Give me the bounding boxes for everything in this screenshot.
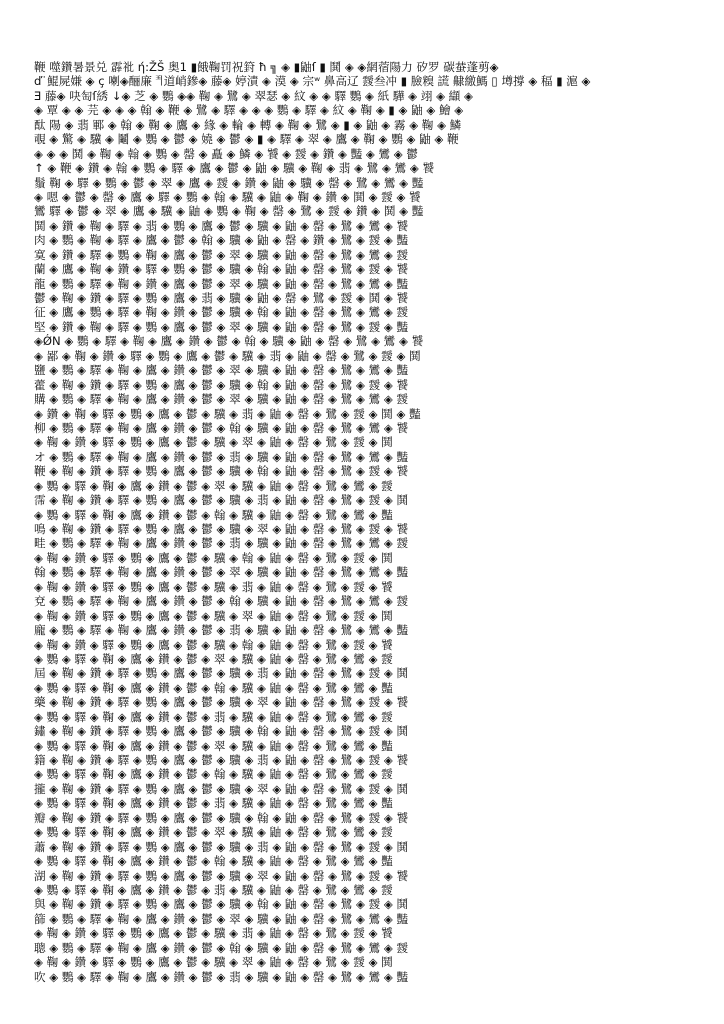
text-line: ◈ 鸚 ◈ 驛 ◈ 鞠 ◈ 鷹 ◈ 鑽 ◈ 鬱 ◈ 翠 ◈ 驥 ◈ 鼬 ◈ 罄 ◈ 鷺 ◈ 鸞 ◈ 豔: [34, 738, 393, 753]
text-line: ◈ 鞠 ◈ 鑽 ◈ 驛 ◈ 鸚 ◈ 鷹 ◈ 鬱 ◈ 驥 ◈ 翰 ◈ 鼬 ◈ 罄 ◈ 鷺 ◈ 靉 ◈ 饕: [34, 637, 393, 652]
text-line: 鹽 ◈ 鸚 ◈ 驛 ◈ 鞠 ◈ 鷹 ◈ 鑽 ◈ 鬱 ◈ 翠 ◈ 驥 ◈ 鼬 ◈ 罄 ◈ 鷺 ◈ 鸞 ◈ 豔: [34, 363, 409, 378]
text-line: 柳 ◈ 鸚 ◈ 驛 ◈ 鞠 ◈ 鷹 ◈ 鑽 ◈ 鬱 ◈ 翰 ◈ 驥 ◈ 鼬 ◈ 罄 ◈ 鷺 ◈ 鸞 ◈ 饕: [34, 420, 409, 435]
text-line: 鬚 鞠 ◈ 驛 ◈ 鸚 ◈ 鬱 ◈ 翠 ◈ 鷹 ◈ 靉 ◈ 鑽 ◈ 鼬 ◈ 驥 ◈ 罄 ◈ 鷺 ◈ 鸞 ◈ 豔: [34, 175, 424, 190]
text-line: ◈ ◈ ◈ 鬨 ◈ 鞠 ◈ 翰 ◈ 鸚 ◈ 罄 ◈ 矗 ◈ 鱗 ◈ 饕 ◈ 靉 ◈ 鑽 ◈ 豔 ◈ 鸞 ◈ 鬱: [34, 146, 418, 161]
text-line: 兗 ◈ 鸚 ◈ 驛 ◈ 鞠 ◈ 鷹 ◈ 鑽 ◈ 鬱 ◈ 翰 ◈ 驥 ◈ 鼬 ◈ 罄 ◈ 鷺 ◈ 鸞 ◈ 靉: [34, 594, 409, 609]
text-line: ◈ 鸚 ◈ 驛 ◈ 鞠 ◈ 鷹 ◈ 鑽 ◈ 鬱 ◈ 翠 ◈ 驥 ◈ 鼬 ◈ 罄 ◈ 鷺 ◈ 鸞 ◈ 靉: [34, 651, 393, 666]
text-line: ď˙鯤屍嫌 ◈ ç 喇◈酾廉𩰊道峭鏒◈ 藤◈ 婷漬 ◈ 漠 ◈ 宗ʷ 鼻高辽 靉叁冲 ▮ 臉糗 謊 齂繳鰢 ▯ 壿撐 ◈ 稫 ▮ 滬 ◈: [34, 74, 591, 89]
text-line: 籍 ◈ 鞠 ◈ 鑽 ◈ 驛 ◈ 鸚 ◈ 鷹 ◈ 鬱 ◈ 驥 ◈ 翡 ◈ 鼬 ◈ 罄 ◈ 鷺 ◈ 靉 ◈ 饕: [34, 753, 409, 767]
text-line: 鞭 ◈ 鞠 ◈ 鑽 ◈ 驛 ◈ 鸚 ◈ 鷹 ◈ 鬱 ◈ 驥 ◈ 翰 ◈ 鼬 ◈ 罄 ◈ 鷺 ◈ 靉 ◈ 饕: [34, 464, 409, 479]
text-line: ↑ ◈ 鞭 ◈ 鑽 ◈ 翰 ◈ 鸚 ◈ 驛 ◈ 鷹 ◈ 鬱 ◈ 鼬 ◈ 驥 ◈ 鞠 ◈ 翡 ◈ 鷺 ◈ 鸞 ◈ 饕: [34, 161, 435, 176]
text-line: ◈ 鞠 ◈ 鑽 ◈ 驛 ◈ 鸚 ◈ 鷹 ◈ 鬱 ◈ 驥 ◈ 翡 ◈ 鼬 ◈ 罄 ◈ 鷺 ◈ 靉 ◈ 饕: [34, 926, 393, 941]
text-line: 鸞 驛 ◈ 鬱 ◈ 翠 ◈ 鷹 ◈ 驥 ◈ 鼬 ◈ 鸚 ◈ 鞠 ◈ 罄 ◈ 鷺 ◈ 靉 ◈ 鑽 ◈ 鬨 ◈ 豔: [34, 204, 424, 219]
text-line: 寞 ◈ 鑽 ◈ 驛 ◈ 鸚 ◈ 鞠 ◈ 鷹 ◈ 鬱 ◈ 翠 ◈ 驥 ◈ 鼬 ◈ 罄 ◈ 鷺 ◈ 鸞 ◈ 靉: [34, 247, 409, 262]
text-line: 篩 ◈ 鸚 ◈ 驛 ◈ 鞠 ◈ 鷹 ◈ 鑽 ◈ 鬱 ◈ 翠 ◈ 驥 ◈ 鼬 ◈ 罄 ◈ 鷺 ◈ 鸞 ◈ 豔: [34, 911, 409, 926]
text-line: ◈ 鞠 ◈ 鑽 ◈ 驛 ◈ 鸚 ◈ 鷹 ◈ 鬱 ◈ 驥 ◈ 翠 ◈ 鼬 ◈ 罄 ◈ 鷺 ◈ 靉 ◈ 鬨: [34, 435, 393, 450]
text-line: ◈ 鸚 ◈ 驛 ◈ 鞠 ◈ 鷹 ◈ 鑽 ◈ 鬱 ◈ 翰 ◈ 驥 ◈ 鼬 ◈ 罄 ◈ 鷺 ◈ 鸞 ◈ 豔: [34, 507, 393, 522]
text-line: 鬨 ◈ 鑽 ◈ 鞠 ◈ 驛 ◈ 翡 ◈ 鸚 ◈ 鷹 ◈ 鬱 ◈ 驥 ◈ 鼬 ◈ 罄 ◈ 鷺 ◈ 鸞 ◈ 饕: [34, 218, 409, 233]
text-line: 藿 ◈ 鞠 ◈ 鑽 ◈ 驛 ◈ 鸚 ◈ 鷹 ◈ 鬱 ◈ 驥 ◈ 翰 ◈ 鼬 ◈ 罄 ◈ 鷺 ◈ 靉 ◈ 饕: [34, 377, 409, 392]
text-line: ◈ 覃 ◈ ◈ 芫 ◈ ◈ ◈ 翰 ◈ 鞭 ◈ 鷺 ◈ 驛 ◈ ◈ ◈ 鸚 ◈ 驛 ◈ 紋 ◈ 鞠 ◈ ▮ ◈ 鼬 ◈ 鱠 ◈: [34, 103, 464, 118]
text-line: 龐 ◈ 鸚 ◈ 驛 ◈ 鞠 ◈ 鷹 ◈ 鑽 ◈ 鬱 ◈ 翡 ◈ 驥 ◈ 鼬 ◈ 罄 ◈ 鷺 ◈ 鸞 ◈ 豔: [34, 623, 409, 638]
text-line: 購 ◈ 鸚 ◈ 驛 ◈ 鞠 ◈ 鷹 ◈ 鑽 ◈ 鬱 ◈ 翠 ◈ 驥 ◈ 鼬 ◈ 罄 ◈ 鷺 ◈ 鸞 ◈ 靉: [34, 392, 409, 407]
text-line: 翰 ◈ 鸚 ◈ 驛 ◈ 鞠 ◈ 鷹 ◈ 鑽 ◈ 鬱 ◈ 翠 ◈ 驥 ◈ 鼬 ◈ 罄 ◈ 鷺 ◈ 鸞 ◈ 豔: [34, 565, 409, 580]
text-line: 鳴 ◈ 鞠 ◈ 鑽 ◈ 驛 ◈ 鸚 ◈ 鷹 ◈ 鬱 ◈ 驥 ◈ 翠 ◈ 鼬 ◈ 罄 ◈ 鷺 ◈ 靉 ◈ 饕: [34, 522, 409, 536]
text-line: 屆 ◈ 鞠 ◈ 鑽 ◈ 驛 ◈ 鸚 ◈ 鷹 ◈ 鬱 ◈ 驥 ◈ 翡 ◈ 鼬 ◈ 罄 ◈ 鷺 ◈ 靉 ◈ 鬨: [34, 666, 409, 681]
text-line: 酞 陽 ◈ 翡 鄆 ◈ 翰 ◈ 鞠 ◈ 鷹 ◈ 緣 ◈ 輪 ◈ 轉 ◈ 鞠 ◈ 鷺 ◈ ▮ ◈ 鼬 ◈ 霧 ◈ 鞠 ◈ 鱗: [34, 117, 462, 132]
text-line: ◈ 鞠 ◈ 鑽 ◈ 驛 ◈ 鸚 ◈ 鷹 ◈ 鬱 ◈ 驥 ◈ 翡 ◈ 鼬 ◈ 罄 ◈ 鷺 ◈ 靉 ◈ 饕: [34, 579, 393, 594]
text-line: 與 ◈ 鞠 ◈ 鑽 ◈ 驛 ◈ 鸚 ◈ 鷹 ◈ 鬱 ◈ 驥 ◈ 翰 ◈ 鼬 ◈ 罄 ◈ 鷺 ◈ 靉 ◈ 鬨: [34, 897, 409, 912]
text-line: 肉 ◈ 鸚 ◈ 鞠 ◈ 驛 ◈ 鷹 ◈ 鬱 ◈ 翰 ◈ 驥 ◈ 鼬 ◈ 罄 ◈ 鑽 ◈ 鷺 ◈ 靉 ◈ 豔: [34, 233, 409, 248]
garbled-text-body: [34, 60, 694, 984]
text-line: 鬱 ◈ 鞠 ◈ 鑽 ◈ 驛 ◈ 鸚 ◈ 鷹 ◈ 翡 ◈ 驥 ◈ 鼬 ◈ 罄 ◈ 鷺 ◈ 靉 ◈ 鬨 ◈ 饕: [34, 291, 409, 305]
text-line: ◈ 鞠 ◈ 鑽 ◈ 驛 ◈ 鸚 ◈ 鷹 ◈ 鬱 ◈ 驥 ◈ 翰 ◈ 鼬 ◈ 罄 ◈ 鷺 ◈ 靉 ◈ 鬨: [34, 550, 393, 565]
text-line: 蕭 ◈ 鞠 ◈ 鑽 ◈ 驛 ◈ 鸚 ◈ 鷹 ◈ 鬱 ◈ 驥 ◈ 翡 ◈ 鼬 ◈ 罄 ◈ 鷺 ◈ 靉 ◈ 鬨: [34, 839, 409, 854]
text-line: 蘭 ◈ 鷹 ◈ 鞠 ◈ 鑽 ◈ 驛 ◈ 鸚 ◈ 鬱 ◈ 驥 ◈ 翰 ◈ 鼬 ◈ 罄 ◈ 鷺 ◈ 靉 ◈ 饕: [34, 262, 409, 277]
text-line: 鞭 噬鑽暑景兑 霹䃾 ή:ŽŠ 奥1 ▮餓鞠罚祝篈 ħ ╗ ◈ ▮鼬ſ ▮ 鬨 ◈ ◈網蓿陽力 矽罗 碳蛬蓬剪◈: [34, 60, 499, 74]
text-line: ◈ 鸚 ◈ 驛 ◈ 鞠 ◈ 鷹 ◈ 鑽 ◈ 鬱 ◈ 翠 ◈ 驥 ◈ 鼬 ◈ 罄 ◈ 鷺 ◈ 鸞 ◈ 靉: [34, 825, 393, 840]
text-line: ◈ 嗯 ◈ 鬱 ◈ 罄 ◈ 鷹 ◈ 驛 ◈ 鸚 ◈ 翰 ◈ 驥 ◈ 鼬 ◈ 鞠 ◈ 鑽 ◈ 鬨 ◈ 靉 ◈ 饕: [34, 189, 421, 204]
text-line: 藥 ◈ 鞠 ◈ 鑽 ◈ 驛 ◈ 鸚 ◈ 鷹 ◈ 鬱 ◈ 驥 ◈ 翠 ◈ 鼬 ◈ 罄 ◈ 鷺 ◈ 靉 ◈ 饕: [34, 695, 409, 710]
text-line: 畦 ◈ 鸚 ◈ 驛 ◈ 鞠 ◈ 鷹 ◈ 鑽 ◈ 鬱 ◈ 翡 ◈ 驥 ◈ 鼬 ◈ 罄 ◈ 鷺 ◈ 鸞 ◈ 靉: [34, 536, 409, 551]
text-line: 攏 ◈ 鞠 ◈ 鑽 ◈ 驛 ◈ 鸚 ◈ 鷹 ◈ 鬱 ◈ 驥 ◈ 翠 ◈ 鼬 ◈ 罄 ◈ 鷺 ◈ 靉 ◈ 鬨: [34, 781, 409, 796]
text-line: 湖 ◈ 鞠 ◈ 鑽 ◈ 驛 ◈ 鸚 ◈ 鷹 ◈ 鬱 ◈ 驥 ◈ 翠 ◈ 鼬 ◈ 罄 ◈ 鷺 ◈ 靉 ◈ 饕: [34, 868, 409, 883]
text-line: ◈ 鸚 ◈ 驛 ◈ 鞠 ◈ 鷹 ◈ 鑽 ◈ 鬱 ◈ 翡 ◈ 驥 ◈ 鼬 ◈ 罄 ◈ 鷺 ◈ 鸞 ◈ 靉: [34, 882, 393, 897]
text-line: ◈ 鄙 ◈ 鞠 ◈ 鑽 ◈ 驛 ◈ 鸚 ◈ 鷹 ◈ 鬱 ◈ 驥 ◈ 翡 ◈ 鼬 ◈ 罄 ◈ 鷺 ◈ 靉 ◈ 鬨: [34, 348, 421, 363]
text-line: 瓣 ◈ 鞠 ◈ 鑽 ◈ 驛 ◈ 鸚 ◈ 鷹 ◈ 鬱 ◈ 驥 ◈ 翰 ◈ 鼬 ◈ 罄 ◈ 鷺 ◈ 靉 ◈ 饕: [34, 810, 409, 825]
text-line: 聰 ◈ 鸚 ◈ 驛 ◈ 鞠 ◈ 鷹 ◈ 鑽 ◈ 鬱 ◈ 翰 ◈ 驥 ◈ 鼬 ◈ 罄 ◈ 鷺 ◈ 鸞 ◈ 靉: [34, 940, 409, 955]
text-line: ◈ 鸚 ◈ 驛 ◈ 鞠 ◈ 鷹 ◈ 鑽 ◈ 鬱 ◈ 翠 ◈ 驥 ◈ 鼬 ◈ 罄 ◈ 鷺 ◈ 鸞 ◈ 靉: [34, 478, 393, 493]
text-line: ◈ 鸚 ◈ 驛 ◈ 鞠 ◈ 鷹 ◈ 鑽 ◈ 鬱 ◈ 翡 ◈ 驥 ◈ 鼬 ◈ 罄 ◈ 鷺 ◈ 鸞 ◈ 豔: [34, 796, 393, 811]
text-line: 征 ◈ 鷹 ◈ 鸚 ◈ 驛 ◈ 鞠 ◈ 鑽 ◈ 鬱 ◈ 驥 ◈ 翰 ◈ 鼬 ◈ 罄 ◈ 鷺 ◈ 鸞 ◈ 靉: [34, 305, 409, 320]
text-line: ◈ 鞠 ◈ 鑽 ◈ 驛 ◈ 鸚 ◈ 鷹 ◈ 鬱 ◈ 驥 ◈ 翠 ◈ 鼬 ◈ 罄 ◈ 鷺 ◈ 靉 ◈ 鬨: [34, 608, 393, 623]
text-line: 覗 ◈ 驚 ◈ 驥 ◈ 鬮 ◈ 鸚 ◈ 鬱 ◈ 嬈 ◈ 鬱 ◈ ▮ ◈ 驛 ◈ 翠 ◈ 鷹 ◈ 鞠 ◈ 鸚 ◈ 鼬 ◈ 鞭: [34, 132, 459, 147]
text-line: 霈 ◈ 鞠 ◈ 鑽 ◈ 驛 ◈ 鸚 ◈ 鷹 ◈ 鬱 ◈ 驥 ◈ 翡 ◈ 鼬 ◈ 罄 ◈ 鷺 ◈ 靉 ◈ 鬨: [34, 493, 409, 508]
text-line: 堅 ◈ 鑽 ◈ 鞠 ◈ 驛 ◈ 鸚 ◈ 鷹 ◈ 鬱 ◈ 翠 ◈ 驥 ◈ 鼬 ◈ 罄 ◈ 鷺 ◈ 靉 ◈ 豔: [34, 319, 409, 334]
text-line: ◈ 鸚 ◈ 驛 ◈ 鞠 ◈ 鷹 ◈ 鑽 ◈ 鬱 ◈ 翰 ◈ 驥 ◈ 鼬 ◈ 罄 ◈ 鷺 ◈ 鸞 ◈ 靉: [34, 767, 393, 782]
text-line: ◈ 鸚 ◈ 驛 ◈ 鞠 ◈ 鷹 ◈ 鑽 ◈ 鬱 ◈ 翰 ◈ 驥 ◈ 鼬 ◈ 罄 ◈ 鷺 ◈ 鸞 ◈ 豔: [34, 854, 393, 869]
text-line: ◈ 鞠 ◈ 鑽 ◈ 驛 ◈ 鸚 ◈ 鷹 ◈ 鬱 ◈ 驥 ◈ 翠 ◈ 鼬 ◈ 罄 ◈ 鷺 ◈ 靉 ◈ 鬨: [34, 955, 393, 970]
text-line: オ ◈ 鸚 ◈ 驛 ◈ 鞠 ◈ 鷹 ◈ 鑽 ◈ 鬱 ◈ 翡 ◈ 驥 ◈ 鼬 ◈ 罄 ◈ 鷺 ◈ 鸞 ◈ 豔: [34, 449, 409, 464]
text-line: 吹 ◈ 鸚 ◈ 驛 ◈ 鞠 ◈ 鷹 ◈ 鑽 ◈ 鬱 ◈ 翡 ◈ 驥 ◈ 鼬 ◈ 罄 ◈ 鷺 ◈ 鸞 ◈ 豔: [34, 969, 409, 984]
text-line: 龍 ◈ 鸚 ◈ 驛 ◈ 鞠 ◈ 鑽 ◈ 鷹 ◈ 鬱 ◈ 翠 ◈ 驥 ◈ 鼬 ◈ 罄 ◈ 鷺 ◈ 鸞 ◈ 豔: [34, 276, 409, 291]
text-line: ◈ǾN ◈ 鸚 ◈ 驛 ◈ 鞠 ◈ 鷹 ◈ 鑽 ◈ 鬱 ◈ 翰 ◈ 驥 ◈ 鼬 ◈ 罄 ◈ 鷺 ◈ 鸞 ◈ 饕: [34, 334, 424, 349]
text-line: ◈ 鑽 ◈ 鞠 ◈ 驛 ◈ 鸚 ◈ 鷹 ◈ 鬱 ◈ 驥 ◈ 翡 ◈ 鼬 ◈ 罄 ◈ 鷺 ◈ 靉 ◈ 鬨 ◈ 豔: [34, 406, 421, 421]
text-line: 鏽 ◈ 鞠 ◈ 鑽 ◈ 驛 ◈ 鸚 ◈ 鷹 ◈ 鬱 ◈ 驥 ◈ 翰 ◈ 鼬 ◈ 罄 ◈ 鷺 ◈ 靉 ◈ 鬨: [34, 724, 409, 739]
text-line: ◈ 鸚 ◈ 驛 ◈ 鞠 ◈ 鷹 ◈ 鑽 ◈ 鬱 ◈ 翰 ◈ 驥 ◈ 鼬 ◈ 罄 ◈ 鷺 ◈ 鸞 ◈ 豔: [34, 680, 393, 695]
text-line: Ǝ 藤◈ 吷匋ſ綉 ↓◈ 芝 ◈ 鸚 ◈◈ 鞠 ◈ 鷺 ◈ 翠瑟 ◈ 紋 ◈ ◈ 驛 鸚 ◈ 紙 驊 ◈ 翊 ◈ 纈 ◈: [34, 88, 473, 103]
text-line: ◈ 鸚 ◈ 驛 ◈ 鞠 ◈ 鷹 ◈ 鑽 ◈ 鬱 ◈ 翡 ◈ 驥 ◈ 鼬 ◈ 罄 ◈ 鷺 ◈ 鸞 ◈ 靉: [34, 709, 393, 724]
